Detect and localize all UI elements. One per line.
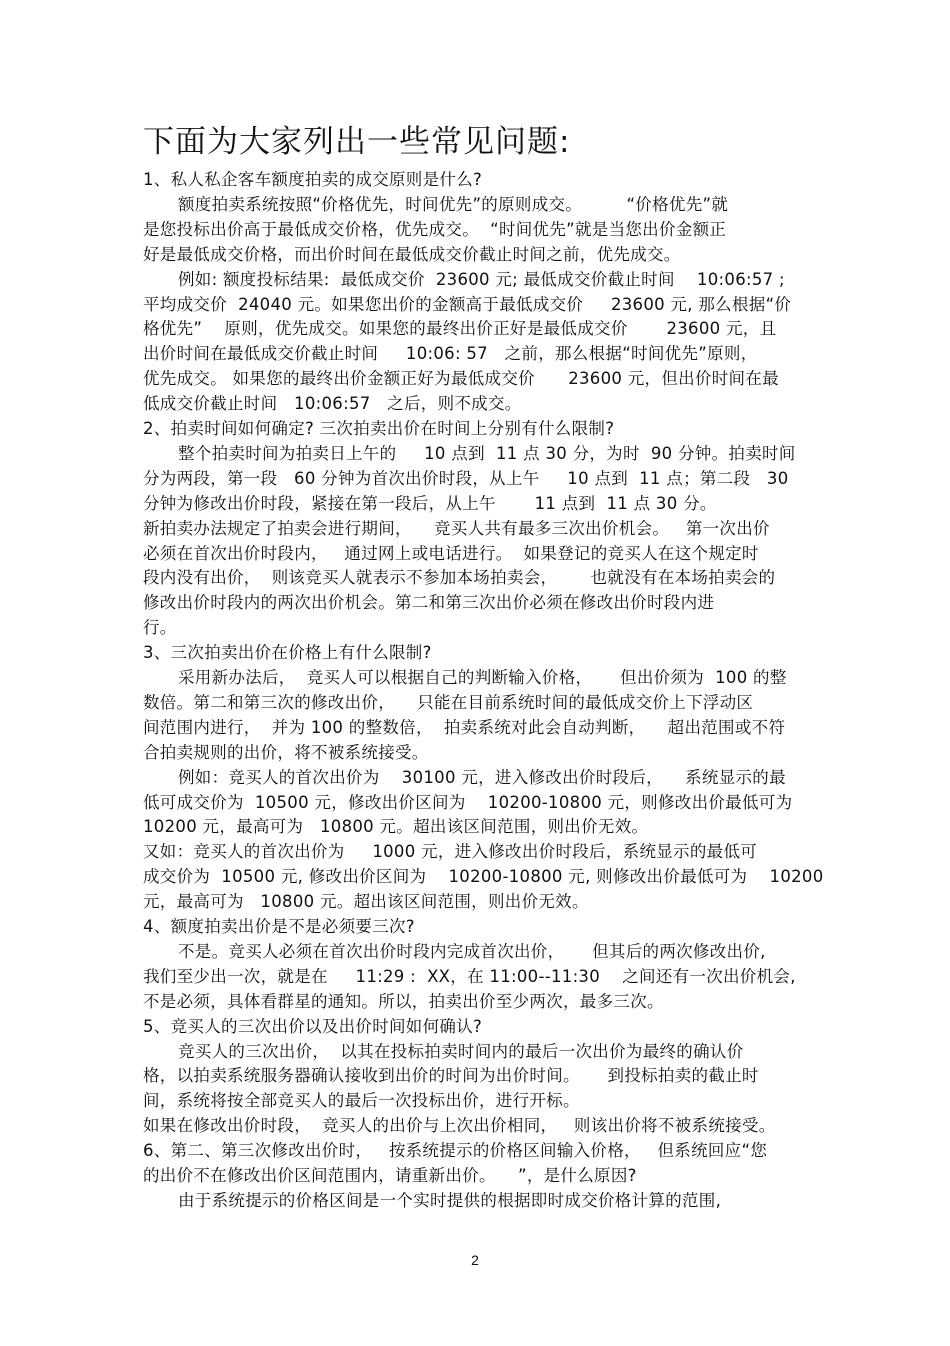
text-line: 好是最低成交价格，而出价时间在最低成交价截止时间之前，优先成交。 — [143, 244, 681, 264]
text-line: 低可成交价为 10500 元，修改出价区间为 10200-10800 元，则修改出价最低可为 — [143, 792, 793, 812]
text-line: 新拍卖办法规定了拍卖会进行期间， 竞买人共有最多三次出价机会。 第一次出价 — [143, 518, 770, 538]
text-line: 4、额度拍卖出价是不是必须要三次? — [143, 917, 415, 936]
text-line: 成交价为 10500 元, 修改出价区间为 10200-10800 元, 则修改出价最低可为 10200 — [143, 867, 824, 887]
text-line: 不是必须，具体看群星的通知。所以，拍卖出价至少两次，最多三次。 — [143, 991, 664, 1011]
text-line: 必须在首次出价时段内， 通过网上或电话进行。 如果登记的竞买人在这个规定时 — [143, 543, 759, 563]
text-line: 修改出价时段内的两次出价机会。第二和第三次出价必须在修改出价时段内进 — [143, 593, 715, 613]
text-line: 不是。竞买人必须在首次出价时段内完成首次出价， 但其后的两次修改出价, — [178, 941, 766, 961]
text-line: 采用新办法后， 竞买人可以根据自己的判断输入价格， 但出价须为 100 的整 — [178, 668, 787, 687]
text-line: 段内没有出价， 则该竞买人就表示不参加本场拍卖会， 也就没有在本场拍卖会的 — [143, 568, 776, 588]
text-line: 额度拍卖系统按照“价格优先，时间优先”的原则成交。 “价格优先”就 — [178, 194, 729, 214]
text-line: 例如: 额度投标结果: 最低成交价 23600 元; 最低成交价截止时间 10:06:57 ; — [178, 269, 785, 289]
text-line: 合拍卖规则的出价，将不被系统接受。 — [143, 742, 429, 762]
text-line: 5、竞买人的三次出价以及出价时间如何确认? — [143, 1016, 483, 1036]
text-line: 我们至少出一次，就是在 11:29 : XX，在 11:00--11:30 之间还有一次出价机会, — [143, 966, 796, 986]
text-line: 是您投标出价高于最低成交价格，优先成交。 “时间优先”就是当您出价金额正 — [143, 219, 727, 239]
text-line: 由于系统提示的价格区间是一个实时提供的根据即时成交价格计算的范围, — [178, 1190, 722, 1210]
text-line: 又如：竞买人的首次出价为 1000 元，进入修改出价时段后，系统显示的最低可 — [143, 842, 758, 862]
text-line: 3、三次拍卖出价在价格上有什么限制? — [143, 643, 432, 663]
text-line: 出价时间在最低成交价截止时间 10:06: 57 之前，那么根据“时间优先”原则， — [143, 344, 758, 364]
text-line: 分钟为修改出价时段，紧接在第一段后，从上午 11 点到 11 点 30 分。 — [143, 493, 717, 513]
page-title: 下面为大家列出一些常见问题: — [143, 124, 571, 160]
text-line: 整个拍卖时间为拍卖日上午的 10 点到 11 点 30 分，为时 90 分钟。拍卖时间 — [178, 443, 796, 463]
text-line: 10200 元，最高可为 10800 元。超出该区间范围，则出价无效。 — [143, 817, 649, 837]
text-line: 分为两段，第一段 60 分钟为首次出价时段，从上午 10 点到 11 点；第二段 30 — [143, 468, 789, 488]
text-line: 平均成交价 24040 元。如果您出价的金额高于最低成交价 23600 元, 那么根据“价 — [143, 294, 792, 314]
text-line: 的出价不在修改出价区间范围内，请重新出价。 ”，是什么原因? — [143, 1166, 637, 1185]
text-line: 行。 — [143, 618, 177, 638]
text-line: 元，最高可为 10800 元。超出该区间范围，则出价无效。 — [143, 892, 589, 912]
text-line: 数倍。第二和第三次的修改出价， 只能在目前系统时间的最低成交价上下浮动区 — [143, 692, 754, 712]
text-line: 如果在修改出价时段， 竞买人的出价与上次出价相同， 则该出价将不被系统接受。 — [143, 1116, 776, 1136]
text-line: 间，系统将按全部竞买人的最后一次投标出价，进行开标。 — [143, 1091, 580, 1111]
text-line: 2、拍卖时间如何确定? 三次拍卖出价在时间上分别有什么限制? — [143, 419, 615, 438]
text-line: 间范围内进行， 并为 100 的整数倍， 拍卖系统对此会自动判断， 超出范围或不符 — [143, 717, 786, 737]
page-number: 2 — [471, 1252, 479, 1268]
text-line: 格优先” 原则，优先成交。如果您的最终出价正好是最低成交价 23600 元，且 — [143, 319, 777, 339]
text-line: 1、私人私企客车额度拍卖的成交原则是什么? — [143, 170, 483, 189]
text-line: 例如：竞买人的首次出价为 30100 元，进入修改出价时段后， 系统显示的最 — [178, 767, 786, 787]
text-line: 竞买人的三次出价， 以其在投标拍卖时间内的最后一次出价为最终的确认价 — [178, 1041, 744, 1061]
text-line: 6、第二、第三次修改出价时， 按系统提示的价格区间输入价格， 但系统回应“您 — [143, 1141, 768, 1161]
text-line: 低成交价截止时间 10:06:57 之后，则不成交。 — [143, 394, 522, 414]
text-line: 优先成交。 如果您的最终出价金额正好为最低成交价 23600 元，但出价时间在最 — [143, 369, 779, 389]
text-line: 格，以拍卖系统服务器确认接收到出价的时间为出价时间。 到投标拍卖的截止时 — [143, 1066, 759, 1086]
